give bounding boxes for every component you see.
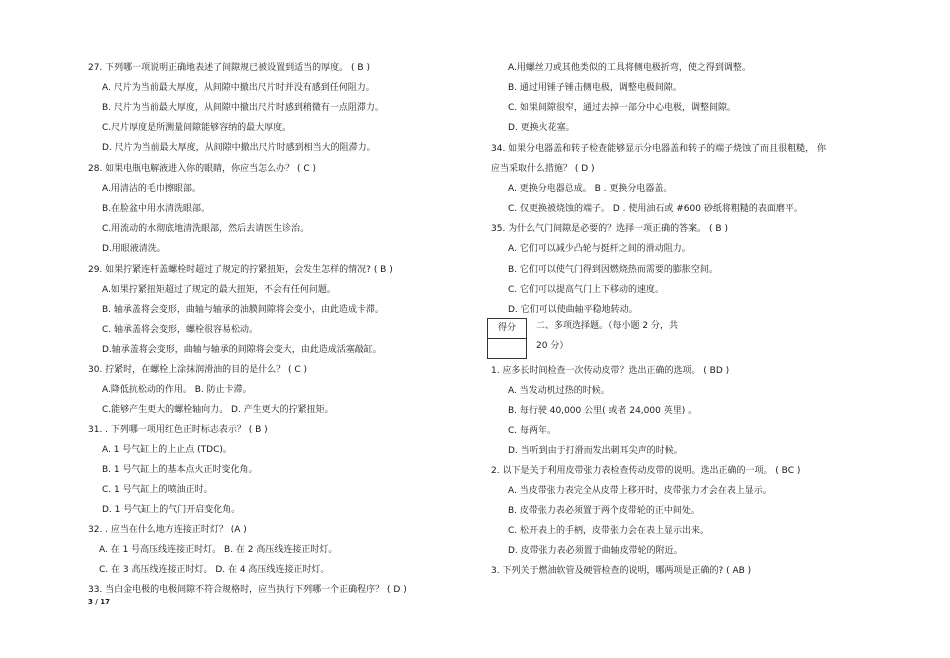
option-line: A. 当皮带张力表完全从皮带上移开时，皮带张力才会在表上显示。	[508, 486, 772, 496]
question-line: 31. . 下列哪一项用红色正时标志表示？ ( B )	[88, 425, 268, 435]
question-line: 28. 如果电瓶电解液进入你的眼睛，你应当怎么办？ ( C )	[88, 164, 317, 174]
option-line: C. 1 号气缸上的喷油正时。	[102, 485, 213, 495]
question-line: 30. 拧紧时，在螺栓上涂抹润滑油的目的是什么？ ( C )	[88, 365, 308, 375]
option-line: D. 更换火花塞。	[508, 123, 575, 133]
option-line: C. 它们可以提高气门上下移动的速度。	[508, 285, 665, 295]
option-line: D. 皮带张力表必须置于曲轴皮带轮的附近。	[508, 546, 683, 556]
option-line: B. 1 号气缸上的基本点火正时变化角。	[102, 465, 258, 475]
score-box	[487, 318, 527, 359]
option-line: D. 当听到由于打滑而发出刺耳尖声的时候。	[508, 446, 683, 456]
option-line: B. 每行驶 40,000 公里( 或者 24,000 英里) 。	[508, 406, 698, 416]
score-label: 得分	[488, 319, 526, 339]
option-line: D.轴承盖将会变形，曲轴与轴承的间隙将会变大，由此造成活塞敲缸。	[102, 345, 382, 355]
option-line: C.能够产生更大的螺栓轴向力。 D. 产生更大的拧紧扭矩。	[102, 405, 334, 415]
option-line: C. 仅更换被烧蚀的端子。 D . 使用油石或 #600 砂纸将粗糙的表面磨平。	[508, 204, 803, 214]
option-line: A. 更换分电器总成。 B . 更换分电器盖。	[508, 184, 673, 194]
section-title-cont: 20 分）	[536, 341, 569, 351]
option-line: A. 当发动机过热的时候。	[508, 386, 610, 396]
option-line: C. 松开表上的手柄，皮带张力会在表上显示出来。	[508, 526, 710, 536]
option-line: C. 每两年。	[508, 426, 557, 436]
score-cell	[488, 339, 526, 358]
question-line: 1. 应多长时间检查一次传动皮带？选出正确的选项。 ( BD )	[491, 366, 730, 376]
option-line: B. 通过用锤子锤击侧电极，调整电极间隙。	[508, 83, 682, 93]
question-line: 29. 如果拧紧连杆盖螺栓时超过了规定的拧紧扭矩，会发生怎样的情况? ( B )	[88, 265, 393, 275]
option-line: A. 尺片为当前最大厚度，从间隙中撤出尺片时并没有感到任何阻力。	[102, 83, 375, 93]
option-line: D. 尺片为当前最大厚度，从间隙中撤出尺片时感到相当大的阻滞力。	[102, 143, 376, 153]
question-line: 34. 如果分电器盖和转子检查能够显示分电器盖和转子的端子烧蚀了而且很粗糙， 你	[491, 144, 827, 154]
option-line: A.降低抗松动的作用。 B. 防止卡滞。	[102, 385, 252, 395]
option-line: D. 1 号气缸上的气门开启变化角。	[102, 505, 241, 515]
option-line: A. 它们可以减少凸轮与挺杆之间的滑动阻力。	[508, 244, 691, 254]
page-number: 3 / 17	[88, 598, 111, 606]
option-line: C.尺片厚度是所测量间隙能够容纳的最大厚度。	[102, 123, 292, 133]
section-title: 二、多项选择题。（每小题 2 分，共	[536, 321, 678, 331]
option-line: A. 1 号气缸上的上止点 (TDC)。	[102, 445, 232, 455]
option-line: B.在脸盆中用水清洗眼部。	[102, 204, 211, 214]
question-line: 27. 下列哪一项说明正确地表述了间隙规已被设置到适当的厚度。 ( B )	[88, 63, 370, 73]
option-line: A.用螺丝刀或其他类似的工具将侧电极折弯，使之得到调整。	[508, 63, 751, 73]
option-line: A. 在 1 号高压线连接正时灯。 B. 在 2 高压线连接正时灯。	[99, 545, 338, 555]
option-line: B. 皮带张力表必须置于两个皮带轮的正中间处。	[508, 506, 700, 516]
option-line: B. 它们可以使气门得到因燃烧热而需要的膨胀空间。	[508, 265, 718, 275]
question-line: 应当采取什么措施？ ( D )	[491, 164, 595, 174]
option-line: C. 在 3 高压线连接正时灯。 D. 在 4 高压线连接正时灯。	[99, 565, 330, 575]
option-line: D. 它们可以使曲轴平稳地转动。	[508, 305, 638, 315]
option-line: C. 如果间隙很窄，通过去掉一部分中心电极，调整间隙。	[508, 103, 737, 113]
option-line: B. 尺片为当前最大厚度，从间隙中撤出尺片时感到稍微有一点阻滞力。	[102, 103, 384, 113]
option-line: B. 轴承盖将会变形，曲轴与轴承的油膜间隙将会变小，由此造成卡滞。	[102, 305, 384, 315]
option-line: C. 轴承盖将会变形，螺栓很容易松动。	[102, 325, 259, 335]
question-line: 33. 当白金电极的电极间隙不符合规格时，应当执行下列哪一个正确程序？ ( D )	[88, 585, 407, 595]
option-line: C.用流动的水彻底地清洗眼部，然后去请医生诊治。	[102, 224, 310, 234]
option-line: A.如果拧紧扭矩超过了规定的最大扭矩，不会有任何问题。	[102, 285, 336, 295]
option-line: A.用清洁的毛巾擦眼部。	[102, 184, 201, 194]
question-line: 35. 为什么气门间隙是必要的？选择一项正确的答案。 ( B )	[491, 224, 728, 234]
question-line: 32. . 应当在什么地方连接正时灯？ (A )	[88, 525, 247, 535]
question-line: 2. 以下是关于利用皮带张力表检查传动皮带的说明。选出正确的一项。 ( BC )	[491, 466, 801, 476]
question-line: 3. 下列关于燃油软管及硬管检查的说明，哪两项是正确的? ( AB )	[491, 566, 752, 576]
option-line: D.用眼液清洗。	[102, 244, 166, 254]
